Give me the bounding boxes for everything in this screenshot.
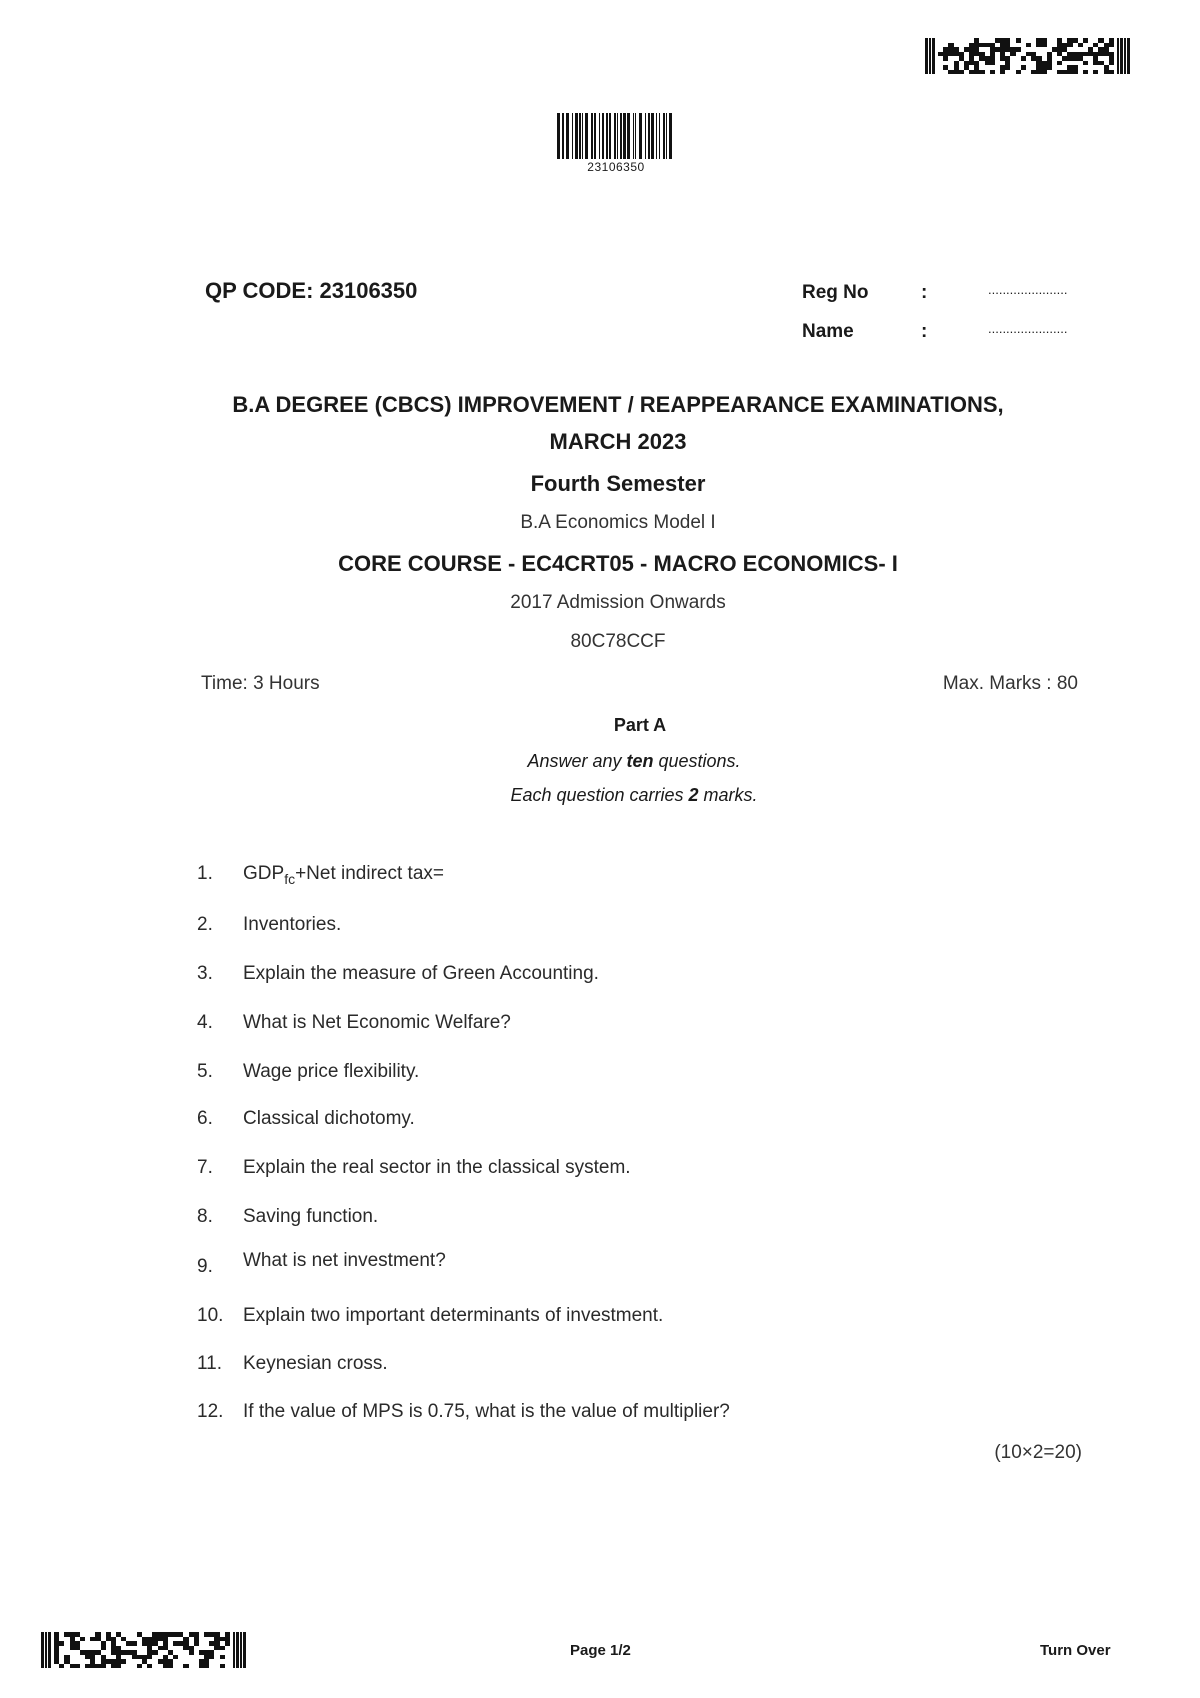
question-text: If the value of MPS is 0.75, what is the value of multiplier? bbox=[243, 1401, 730, 1422]
reg-no-field: ...................... bbox=[988, 282, 1068, 297]
question-text: Saving function. bbox=[243, 1206, 379, 1227]
instr2-bold: 2 bbox=[688, 785, 699, 805]
question-text: What is net investment? bbox=[243, 1250, 446, 1271]
reg-no-colon: : bbox=[921, 282, 928, 303]
instr2-pre: Each question carries bbox=[510, 785, 689, 805]
question-number: 12. bbox=[197, 1401, 224, 1422]
page-number: Page 1/2 bbox=[570, 1642, 631, 1659]
bottom-left-barcode bbox=[41, 1632, 246, 1668]
max-marks: Max. Marks : 80 bbox=[942, 673, 1078, 694]
course-title: CORE COURSE - EC4CRT05 - MACRO ECONOMICS- I bbox=[338, 551, 898, 576]
barcode-matrix bbox=[938, 38, 1114, 74]
question-number: 8. bbox=[197, 1206, 213, 1227]
barcode-bar bbox=[1127, 38, 1130, 74]
question-number: 6. bbox=[197, 1108, 213, 1129]
barcode-bar bbox=[48, 1632, 51, 1668]
time-allowed: Time: 3 Hours bbox=[201, 673, 320, 694]
question-number: 2. bbox=[197, 914, 213, 935]
name-label: Name bbox=[802, 321, 854, 342]
programme: B.A Economics Model I bbox=[520, 512, 716, 533]
exam-title-line1: B.A DEGREE (CBCS) IMPROVEMENT / REAPPEARANCE EXAMINATIONS, bbox=[232, 392, 1004, 417]
admission: 2017 Admission Onwards bbox=[510, 592, 726, 613]
marks-summary: (10×2=20) bbox=[994, 1442, 1082, 1463]
instruction-answer bbox=[34, 751, 1200, 772]
qp-code: QP CODE: 23106350 bbox=[205, 278, 418, 303]
turn-over: Turn Over bbox=[1040, 1642, 1111, 1659]
question-text: What is Net Economic Welfare? bbox=[243, 1012, 511, 1033]
question-text: Classical dichotomy. bbox=[243, 1108, 415, 1129]
reg-no-label: Reg No bbox=[802, 282, 869, 303]
paper-code: 80C78CCF bbox=[570, 631, 666, 652]
exam-title-line2: MARCH 2023 bbox=[549, 429, 687, 454]
q1-pre: GDP bbox=[243, 863, 285, 884]
name-field: ...................... bbox=[988, 321, 1068, 336]
question-text: Inventories. bbox=[243, 914, 342, 935]
barcode-bar bbox=[932, 38, 935, 74]
question-number: 7. bbox=[197, 1157, 213, 1178]
q1-post: +Net indirect tax= bbox=[295, 863, 444, 884]
question-number: 11. bbox=[197, 1353, 223, 1374]
part-a-title: Part A bbox=[613, 715, 667, 735]
instruction-marks bbox=[34, 785, 1200, 806]
question-text: Explain the real sector in the classical system. bbox=[243, 1157, 631, 1178]
question-text: Explain the measure of Green Accounting. bbox=[243, 963, 599, 984]
center-barcode bbox=[557, 113, 675, 159]
question-number: 3. bbox=[197, 963, 213, 984]
question-number: 10. bbox=[197, 1305, 224, 1326]
question-text: Explain two important determinants of investment. bbox=[243, 1305, 664, 1326]
instr1-bold: ten bbox=[626, 751, 654, 771]
question-text: Wage price flexibility. bbox=[243, 1061, 420, 1082]
question-number: 4. bbox=[197, 1012, 213, 1033]
barcode-bar bbox=[672, 113, 675, 159]
question-number: 5. bbox=[197, 1061, 213, 1082]
instr2-post: marks. bbox=[698, 785, 758, 805]
question-number: 9. bbox=[197, 1256, 213, 1277]
q1-sub: fc bbox=[284, 871, 296, 887]
name-colon: : bbox=[921, 321, 928, 342]
question-number: 1. bbox=[197, 863, 213, 884]
question-text bbox=[243, 863, 444, 887]
barcode-number: 23106350 bbox=[587, 160, 645, 174]
top-right-barcode bbox=[925, 38, 1130, 74]
semester: Fourth Semester bbox=[530, 471, 706, 496]
barcode-matrix bbox=[54, 1632, 230, 1668]
instr1-pre: Answer any bbox=[527, 751, 627, 771]
instr1-post: questions. bbox=[653, 751, 741, 771]
question-text: Keynesian cross. bbox=[243, 1353, 388, 1374]
barcode-bar bbox=[243, 1632, 246, 1668]
